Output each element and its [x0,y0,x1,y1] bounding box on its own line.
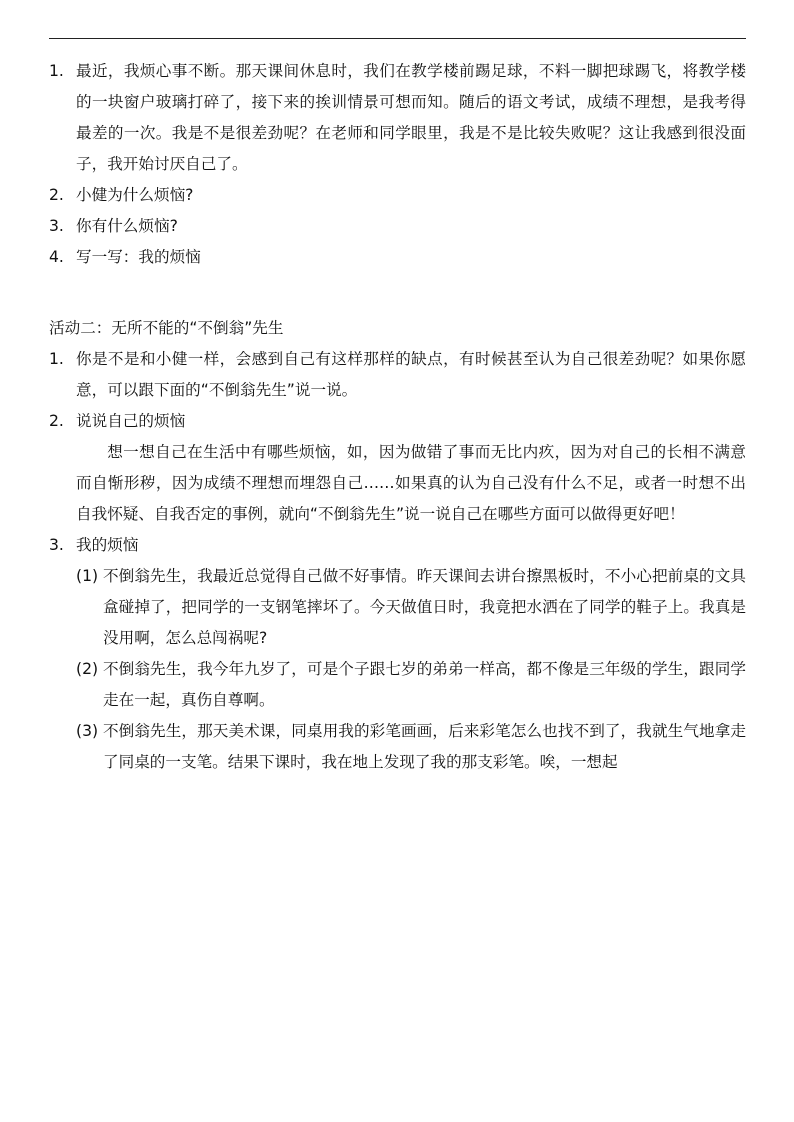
sub-list-item [49,561,746,654]
list-text: 我的烦恼 [76,536,139,554]
sub-list-text: 不倒翁先生，那天美术课，同桌用我的彩笔画画，后来彩笔怎么也找不到了，我就生气地拿走了同桌的一支笔。结果下课时，我在地上发现了我的那支彩笔。唉，一想起 [103,722,746,771]
list-text: 你有什么烦恼? [76,217,178,235]
sub-list-text: 不倒翁先生，我最近总觉得自己做不好事情。昨天课间去讲台擦黑板时，不小心把前桌的文具盒碰掉了，把同学的一支钢笔摔坏了。今天做值日时，我竟把水洒在了同学的鞋子上。我真是没用啊，怎么总闯祸呢? [103,567,746,647]
list-item [49,56,746,180]
instruction-paragraph: 想一想自己在生活中有哪些烦恼，如，因为做错了事而无比内疚，因为对自己的长相不满意而自惭形秽，因为成绩不理想而埋怨自己……如果真的认为自己没有什么不足，或者一时想不出自我怀疑、自我否定的事例，就向“不倒翁先生”说一说自己在哪些方面可以做得更好吧！ [76,443,746,523]
list-text: 你是不是和小健一样，会感到自己有这样那样的缺点，有时候甚至认为自己很差劲呢？如果你愿意，可以跟下面的“不倒翁先生”说一说。 [76,350,746,399]
list-number: 3. [49,217,64,235]
list-number: 2. [49,412,64,430]
header-rule [49,38,746,39]
list-number: 3. [49,536,64,554]
sub-list-text: 不倒翁先生，我今年九岁了，可是个子跟七岁的弟弟一样高，都不像是三年级的学生，跟同学走在一起，真伤自尊啊。 [103,660,746,709]
document-body [49,56,746,778]
list-number: 2. [49,186,64,204]
list-item [49,242,746,273]
sub-list-number: (1) [76,567,99,585]
sub-list-item [49,654,746,716]
list-text: 最近，我烦心事不断。那天课间休息时，我们在教学楼前踢足球，不料一脚把球踢飞，将教学楼的一块窗户玻璃打碎了，接下来的挨训情景可想而知。随后的语文考试，成绩不理想，是我考得最差的一次。我是不是很差劲呢？在老师和同学眼里，我是不是比较失败呢？这让我感到很没面子，我开始讨厌自己了。 [76,62,746,173]
section-spacer [49,273,746,313]
sub-list-item [49,716,746,778]
sub-list-number: (3) [76,722,99,740]
list-item [49,344,746,406]
list-text: 说说自己的烦恼 [76,412,186,430]
list-text: 小健为什么烦恼? [76,186,194,204]
list-text: 写一写：我的烦恼 [76,248,201,266]
list-number: 4. [49,248,64,266]
section-heading: 活动二：无所不能的“不倒翁”先生 [49,319,284,337]
list-number: 1. [49,62,64,80]
list-item [49,211,746,242]
list-item [49,406,746,437]
list-number: 1. [49,350,64,368]
list-item [49,530,746,561]
list-item [49,180,746,211]
sub-list-number: (2) [76,660,99,678]
